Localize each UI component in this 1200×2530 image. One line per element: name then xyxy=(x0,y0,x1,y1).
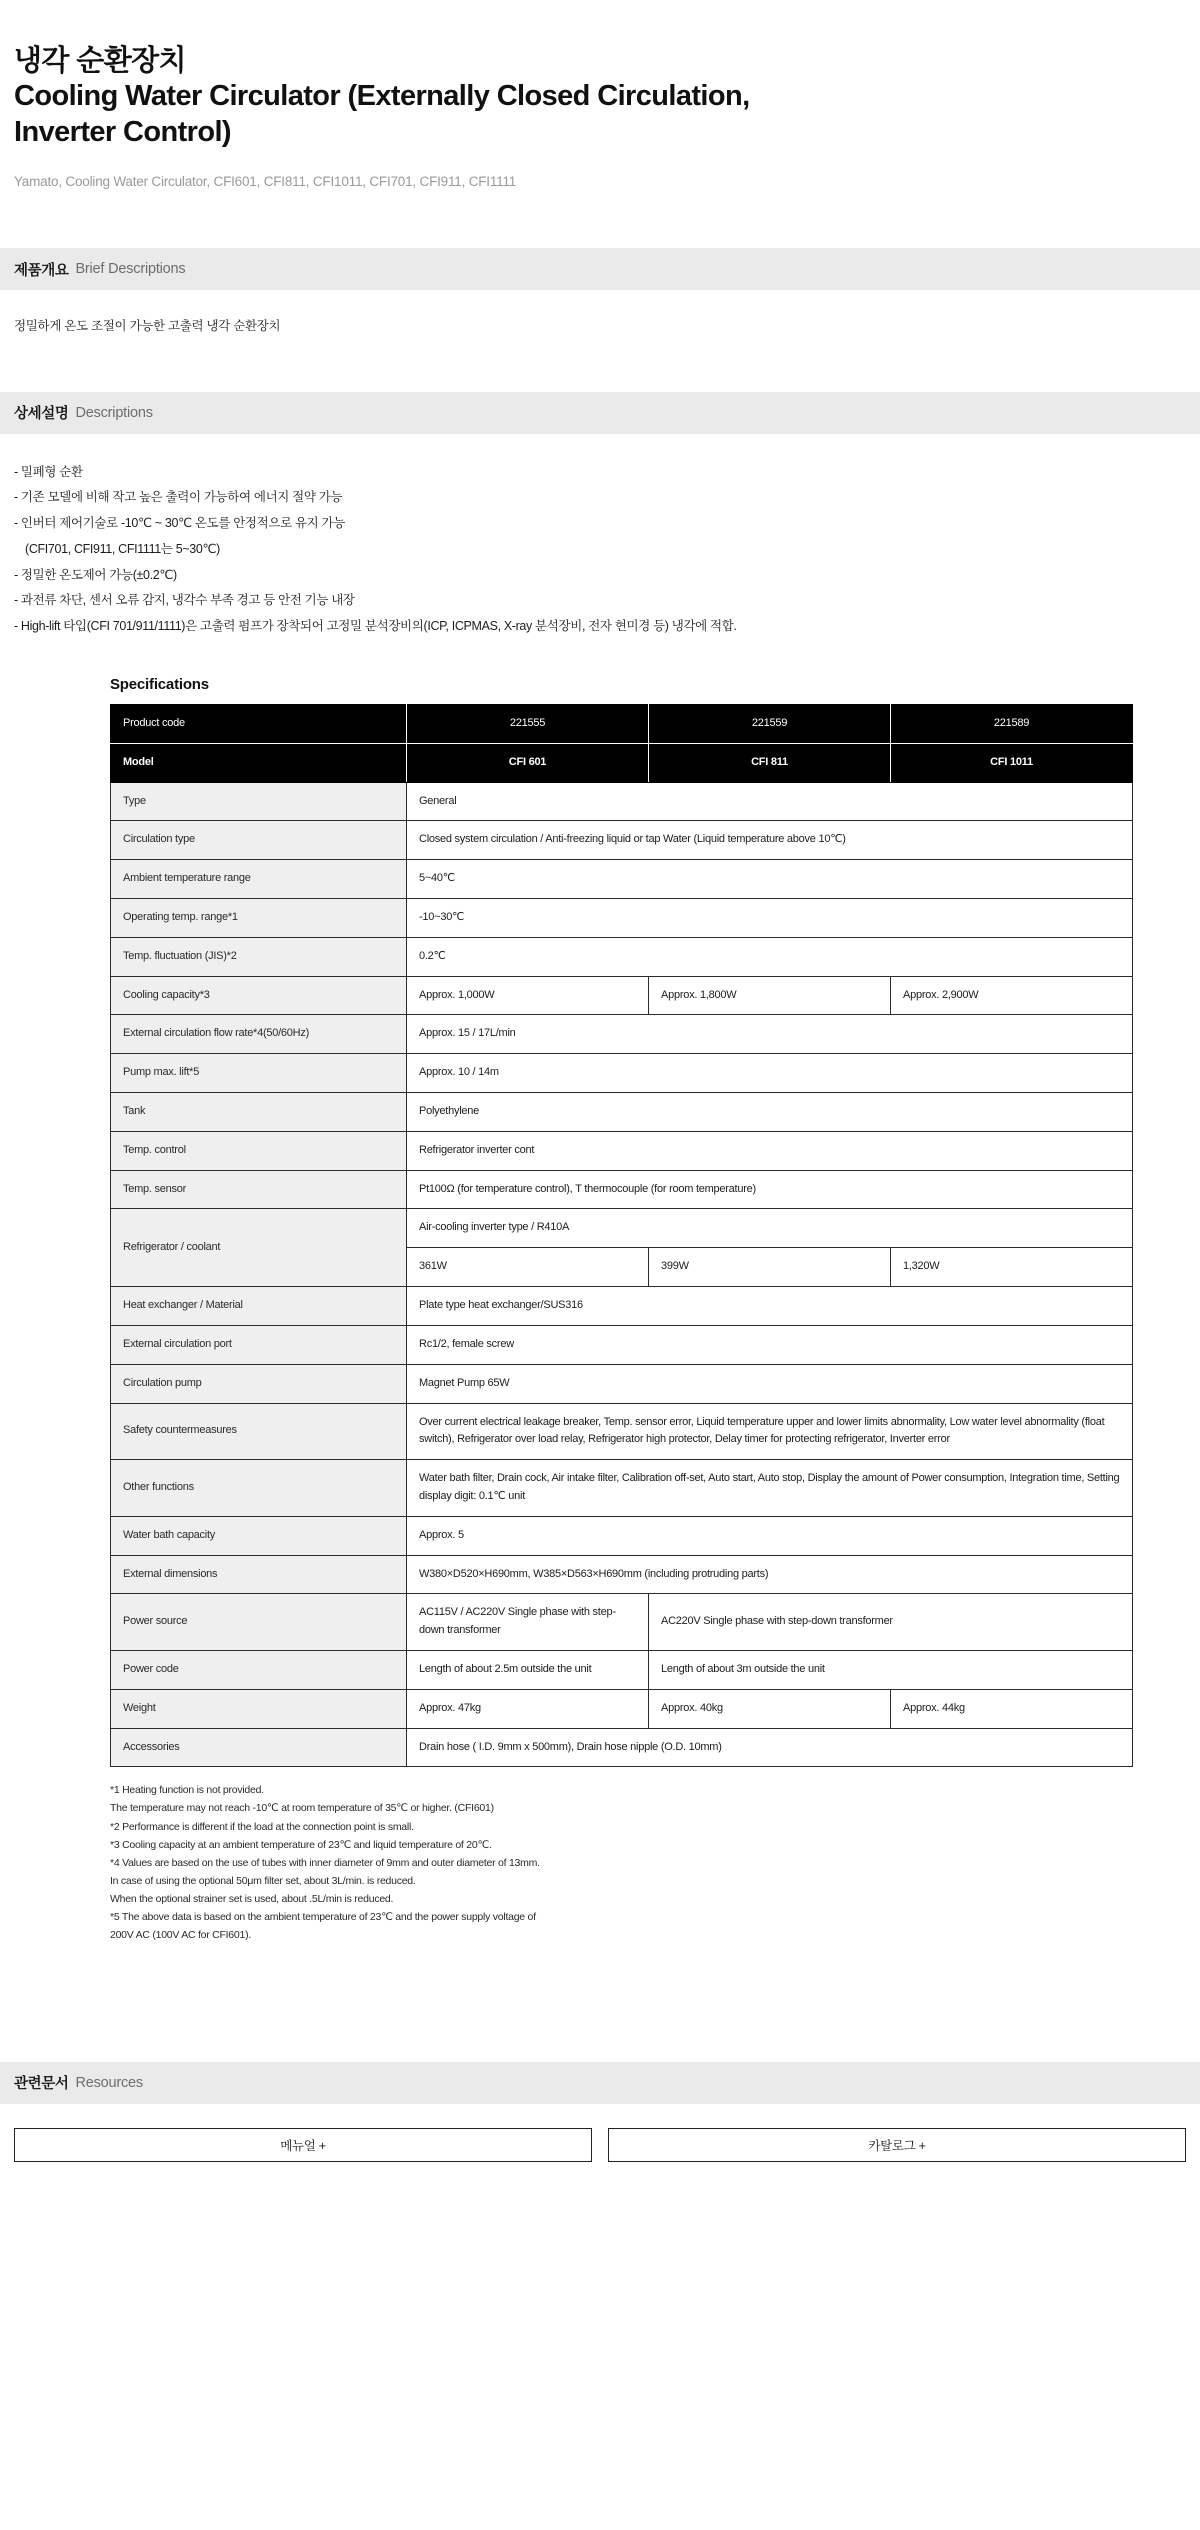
table-row-label: Temp. control xyxy=(111,1131,407,1170)
table-cell: 0.2℃ xyxy=(407,937,1133,976)
footnote-line: *1 Heating function is not provided. xyxy=(110,1784,264,1797)
table-row xyxy=(111,1209,1133,1248)
footnote-line: 200V AC (100V AC for CFI601). xyxy=(110,1928,251,1941)
description-line: (CFI701, CFI911, CFI1111는 5~30℃) xyxy=(25,541,220,556)
table-row-label: External circulation flow rate*4(50/60Hz) xyxy=(111,1015,407,1054)
description-line: - 밀폐형 순환 xyxy=(14,464,83,479)
table-row xyxy=(111,1093,1133,1132)
table-header-value: CFI 811 xyxy=(649,743,891,782)
table-header-value: CFI 601 xyxy=(407,743,649,782)
table-row-label: Power code xyxy=(111,1651,407,1690)
table-row xyxy=(111,1403,1133,1460)
table-row xyxy=(111,1364,1133,1403)
table-cell: 5~40℃ xyxy=(407,860,1133,899)
table-row-label: Circulation type xyxy=(111,821,407,860)
table-row-label: Operating temp. range*1 xyxy=(111,898,407,937)
table-header-value: 221559 xyxy=(649,704,891,743)
table-row xyxy=(111,1689,1133,1728)
table-row-label: External circulation port xyxy=(111,1325,407,1364)
table-row-label: Accessories xyxy=(111,1728,407,1767)
description-line: - 인버터 제어기술로 -10℃ ~ 30℃ 온도를 안정적으로 유지 가능 xyxy=(14,516,345,531)
table-cell: Approx. 44kg xyxy=(891,1689,1133,1728)
description-line: - 정밀한 온도제어 가능(±0.2℃) xyxy=(14,567,177,582)
brief-description-text: 정밀하게 온도 조절이 가능한 고출력 냉각 순환장치 xyxy=(14,319,281,334)
description-line: - High-lift 타입(CFI 701/911/1111)은 고출력 펌프가 장착되어 고정밀 분석장비의(ICP, ICPMAS, X-ray 분석장비, 전자 현미경 등) 냉각에 적합. xyxy=(14,619,737,634)
specifications-heading: Specifications xyxy=(110,675,209,693)
table-cell: Approx. 15 / 17L/min xyxy=(407,1015,1133,1054)
table-cell: Plate type heat exchanger/SUS316 xyxy=(407,1287,1133,1326)
table-row xyxy=(111,1131,1133,1170)
resource-button-label: 카탈로그 + xyxy=(868,2138,926,2153)
table-cell: Approx. 10 / 14m xyxy=(407,1054,1133,1093)
keyword-list: Yamato, Cooling Water Circulator, CFI601, CFI811, CFI1011, CFI701, CFI911, CFI1111 xyxy=(14,174,517,190)
specifications-table xyxy=(110,704,1133,1768)
table-row-label: Temp. fluctuation (JIS)*2 xyxy=(111,937,407,976)
table-header-value: CFI 1011 xyxy=(891,743,1133,782)
table-row xyxy=(111,1325,1133,1364)
table-cell: 1,320W xyxy=(891,1248,1133,1287)
description-line: - 기존 모델에 비해 작고 높은 출력이 가능하여 에너지 절약 가능 xyxy=(14,490,343,505)
table-row-label: Pump max. lift*5 xyxy=(111,1054,407,1093)
section-header-brief xyxy=(0,248,1200,290)
table-row xyxy=(111,1170,1133,1209)
table-row xyxy=(111,1460,1133,1517)
section-title-english: Descriptions xyxy=(75,404,153,421)
table-row xyxy=(111,821,1133,860)
table-row xyxy=(111,1728,1133,1767)
table-row xyxy=(111,782,1133,821)
table-row xyxy=(111,937,1133,976)
resource-button[interactable] xyxy=(608,2128,1186,2162)
table-cell: 399W xyxy=(649,1248,891,1287)
table-row xyxy=(111,1015,1133,1054)
table-row xyxy=(111,1555,1133,1594)
specifications-block xyxy=(0,676,1200,1768)
table-header-value: 221589 xyxy=(891,704,1133,743)
table-row-label: Temp. sensor xyxy=(111,1170,407,1209)
table-cell: Approx. 2,900W xyxy=(891,976,1133,1015)
table-row-label: Circulation pump xyxy=(111,1364,407,1403)
table-header-label: Product code xyxy=(111,704,407,743)
table-row-label: Power source xyxy=(111,1594,407,1651)
table-cell: 361W xyxy=(407,1248,649,1287)
table-cell: Closed system circulation / Anti-freezing liquid or tap Water (Liquid temperature above 10℃) xyxy=(407,821,1133,860)
section-title-korean: 관련문서 xyxy=(14,2076,69,2093)
table-cell: Approx. 1,800W xyxy=(649,976,891,1015)
table-row xyxy=(111,898,1133,937)
resource-button[interactable] xyxy=(14,2128,592,2162)
table-row-label: Type xyxy=(111,782,407,821)
footnote-line: *4 Values are based on the use of tubes with inner diameter of 9mm and outer diameter of 13mm. xyxy=(110,1856,540,1869)
table-cell: Over current electrical leakage breaker, Temp. sensor error, Liquid temperature upper and lower limits abnormality, Low water level abnormality (float switch), Refrigerator over load relay, Refrigerator high protector, Delay timer for protecting refrigerator, Inverter error xyxy=(407,1403,1133,1460)
resource-button-row xyxy=(0,2104,1200,2162)
table-row xyxy=(111,1516,1133,1555)
table-row xyxy=(111,860,1133,899)
table-cell: AC115V / AC220V Single phase with step-down transformer xyxy=(407,1594,649,1651)
table-cell: Length of about 2.5m outside the unit xyxy=(407,1651,649,1690)
footnote-line: The temperature may not reach -10℃ at room temperature of 35℃ or higher. (CFI601) xyxy=(110,1802,494,1815)
table-row-label: Water bath capacity xyxy=(111,1516,407,1555)
table-row-label: Tank xyxy=(111,1093,407,1132)
table-cell: -10~30℃ xyxy=(407,898,1133,937)
table-row-label: Refrigerator / coolant xyxy=(111,1209,407,1287)
resource-button-label: 메뉴얼 + xyxy=(280,2138,326,2153)
section-header-resources xyxy=(0,2062,1200,2104)
footnote-line: *3 Cooling capacity at an ambient temperature of 23℃ and liquid temperature of 20℃. xyxy=(110,1838,492,1851)
table-header-row xyxy=(111,704,1133,743)
descriptions-body xyxy=(0,434,1200,640)
table-cell: Magnet Pump 65W xyxy=(407,1364,1133,1403)
table-row-label: Ambient temperature range xyxy=(111,860,407,899)
table-cell: Drain hose ( I.D. 9mm x 500mm), Drain hose nipple (O.D. 10mm) xyxy=(407,1728,1133,1767)
table-cell: Length of about 3m outside the unit xyxy=(649,1651,1133,1690)
table-cell: Air-cooling inverter type / R410A xyxy=(407,1209,1133,1248)
section-title-english: Brief Descriptions xyxy=(75,261,186,278)
table-row xyxy=(111,1054,1133,1093)
footnote-line: When the optional strainer set is used, about .5L/min is reduced. xyxy=(110,1892,394,1905)
table-row-label: Cooling capacity*3 xyxy=(111,976,407,1015)
table-row-label: Other functions xyxy=(111,1460,407,1517)
table-row xyxy=(111,1594,1133,1651)
table-cell: Approx. 40kg xyxy=(649,1689,891,1728)
specifications-footnotes xyxy=(0,1781,1200,1943)
table-row xyxy=(111,1651,1133,1690)
table-cell: Water bath filter, Drain cock, Air intake filter, Calibration off-set, Auto start, Auto stop, Display the amount of Power consumption, Integration time, Setting display digit: 0.1℃ unit xyxy=(407,1460,1133,1517)
table-row-label: Heat exchanger / Material xyxy=(111,1287,407,1326)
description-line: - 과전류 차단, 센서 오류 감지, 냉각수 부족 경고 등 안전 기능 내장 xyxy=(14,593,355,608)
page-title-korean: 냉각 순환장치 xyxy=(14,45,186,77)
page-title-english: Cooling Water Circulator (Externally Closed Circulation, Inverter Control) xyxy=(14,80,750,148)
table-cell: Polyethylene xyxy=(407,1093,1133,1132)
footnote-line: *2 Performance is different if the load at the connection point is small. xyxy=(110,1820,414,1833)
table-row-label: Weight xyxy=(111,1689,407,1728)
table-row xyxy=(111,976,1133,1015)
table-row-label: External dimensions xyxy=(111,1555,407,1594)
section-title-korean: 상세설명 xyxy=(14,406,69,423)
table-header-label: Model xyxy=(111,743,407,782)
table-cell: Approx. 1,000W xyxy=(407,976,649,1015)
table-cell: Refrigerator inverter cont xyxy=(407,1131,1133,1170)
section-title-english: Resources xyxy=(75,2074,143,2091)
table-cell: Pt100Ω (for temperature control), T thermocouple (for room temperature) xyxy=(407,1170,1133,1209)
footnote-line: *5 The above data is based on the ambient temperature of 23℃ and the power supply voltage of xyxy=(110,1910,536,1923)
table-cell: AC220V Single phase with step-down transformer xyxy=(649,1594,1133,1651)
table-row xyxy=(111,1287,1133,1326)
table-row-label: Safety countermeasures xyxy=(111,1403,407,1460)
footnote-line: In case of using the optional 50μm filter set, about 3L/min. is reduced. xyxy=(110,1874,416,1887)
table-cell: General xyxy=(407,782,1133,821)
page-header xyxy=(0,0,1200,192)
table-header-value: 221555 xyxy=(407,704,649,743)
section-title-korean: 제품개요 xyxy=(14,262,69,279)
table-cell: Approx. 47kg xyxy=(407,1689,649,1728)
table-cell: Rc1/2, female screw xyxy=(407,1325,1133,1364)
table-cell: W380×D520×H690mm, W385×D563×H690mm (including protruding parts) xyxy=(407,1555,1133,1594)
section-header-descriptions xyxy=(0,392,1200,434)
brief-body xyxy=(0,290,1200,337)
description-bullet-list xyxy=(14,460,1186,640)
table-cell: Approx. 5 xyxy=(407,1516,1133,1555)
table-header-row xyxy=(111,743,1133,782)
